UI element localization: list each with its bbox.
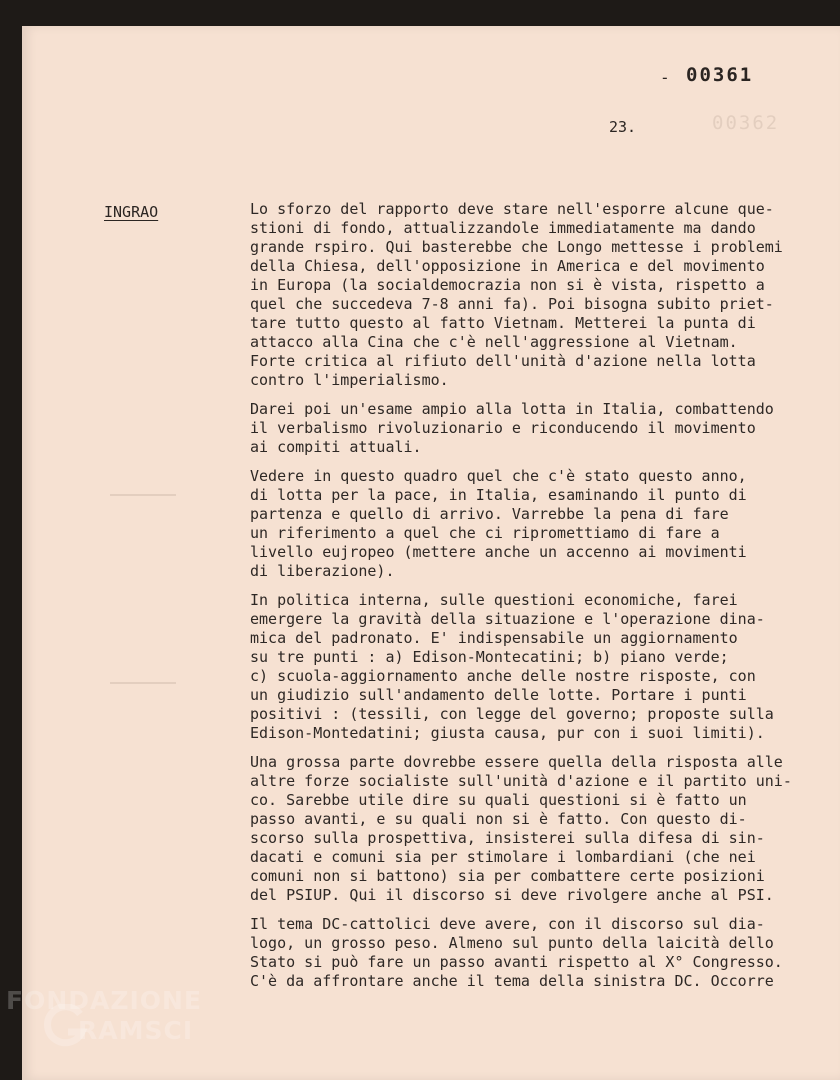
text-line: scorso sulla prospettiva, insisterei sulla difesa di sin- bbox=[250, 829, 765, 847]
fondazione-gramsci-watermark bbox=[0, 986, 230, 1056]
paragraph bbox=[250, 915, 820, 991]
text-line: ai compiti attuali. bbox=[250, 438, 422, 456]
archive-prefix: - bbox=[660, 68, 670, 87]
text-line: della Chiesa, dell'opposizione in America e del movimento bbox=[250, 257, 765, 275]
text-line: Il tema DC-cattolici deve avere, con il discorso sul dia- bbox=[250, 915, 765, 933]
paragraph bbox=[250, 400, 820, 457]
text-line: partenza e quello di arrivo. Varrebbe la pena di fare bbox=[250, 505, 729, 523]
paragraph bbox=[250, 200, 820, 390]
text-line: stioni di fondo, attualizzandole immediatamente ma dando bbox=[250, 219, 756, 237]
text-line: mica del padronato. E' indispensabile un aggiornamento bbox=[250, 629, 738, 647]
show-through-number: 00362 bbox=[712, 112, 780, 134]
text-line: comuni non si battono) sia per combattere certe posizioni bbox=[250, 867, 765, 885]
text-line: Darei poi un'esame ampio alla lotta in Italia, combattendo bbox=[250, 400, 774, 418]
text-line: C'è da affrontare anche il tema della sinistra DC. Occorre bbox=[250, 972, 774, 990]
text-line: emergere la gravità della situazione e l'operazione dina- bbox=[250, 610, 765, 628]
speech-body bbox=[250, 200, 820, 991]
text-line: un giudizio sull'andamento delle lotte. Portare i punti bbox=[250, 686, 747, 704]
show-through-underline bbox=[110, 682, 176, 684]
page-number: 23. bbox=[609, 118, 637, 136]
watermark-line-1: FONDAZIONE bbox=[6, 986, 203, 1015]
text-line: tare tutto questo al fatto Vietnam. Metterei la punta di bbox=[250, 314, 756, 332]
archive-number: 00361 bbox=[686, 64, 754, 86]
text-line: quel che succedeva 7-8 anni fa). Poi bisogna subito priet- bbox=[250, 295, 774, 313]
text-line: del PSIUP. Qui il discorso si deve rivolgere anche al PSI. bbox=[250, 886, 774, 904]
text-line: in Europa (la socialdemocrazia non si è vista, rispetto a bbox=[250, 276, 765, 294]
text-line: livello eujropeo (mettere anche un accenno ai movimenti bbox=[250, 543, 747, 561]
text-line: grande rspiro. Qui basterebbe che Longo mettesse i problemi bbox=[250, 238, 783, 256]
text-line: un riferimento a quel che ci ripromettiamo di fare a bbox=[250, 524, 720, 542]
paragraph bbox=[250, 591, 820, 743]
paragraph bbox=[250, 753, 820, 905]
text-line: positivi : (tessili, con legge del governo; proposte sulla bbox=[250, 705, 774, 723]
text-line: attacco alla Cina che c'è nell'aggressione al Vietnam. bbox=[250, 333, 738, 351]
text-line: Vedere in questo quadro quel che c'è stato questo anno, bbox=[250, 467, 747, 485]
text-line: Edison-Montedatini; giusta causa, pur con i suoi limiti). bbox=[250, 724, 765, 742]
text-line: logo, un grosso peso. Almeno sul punto della laicità dello bbox=[250, 934, 774, 952]
text-line: Forte critica al rifiuto dell'unità d'azione nella lotta bbox=[250, 352, 756, 370]
text-line: c) scuola-aggiornamento anche delle nostre risposte, con bbox=[250, 667, 756, 685]
text-line: Stato si può fare un passo avanti rispetto al X° Congresso. bbox=[250, 953, 783, 971]
text-line: In politica interna, sulle questioni economiche, farei bbox=[250, 591, 738, 609]
text-line: su tre punti : a) Edison-Montecatini; b) piano verde; bbox=[250, 648, 729, 666]
text-line: passo avanti, e su quali non si è fatto. Con questo di- bbox=[250, 810, 747, 828]
text-line: dacati e comuni sia per stimolare i lombardiani (che nei bbox=[250, 848, 756, 866]
watermark-line-2: RAMSCI bbox=[78, 1016, 194, 1045]
speaker-name: INGRAO bbox=[104, 203, 159, 221]
text-line: di lotta per la pace, in Italia, esaminando il punto di bbox=[250, 486, 747, 504]
text-line: contro l'imperialismo. bbox=[250, 371, 449, 389]
text-line: Una grossa parte dovrebbe essere quella della risposta alle bbox=[250, 753, 783, 771]
text-line: di liberazione). bbox=[250, 562, 395, 580]
text-line: altre forze socialiste sull'unità d'azione e il partito uni- bbox=[250, 772, 792, 790]
text-line: co. Sarebbe utile dire su quali questioni si è fatto un bbox=[250, 791, 747, 809]
paragraph bbox=[250, 467, 820, 581]
text-line: il verbalismo rivoluzionario e riconducendo il movimento bbox=[250, 419, 756, 437]
text-line: Lo sforzo del rapporto deve stare nell'esporre alcune que- bbox=[250, 200, 774, 218]
show-through-underline bbox=[110, 494, 176, 496]
